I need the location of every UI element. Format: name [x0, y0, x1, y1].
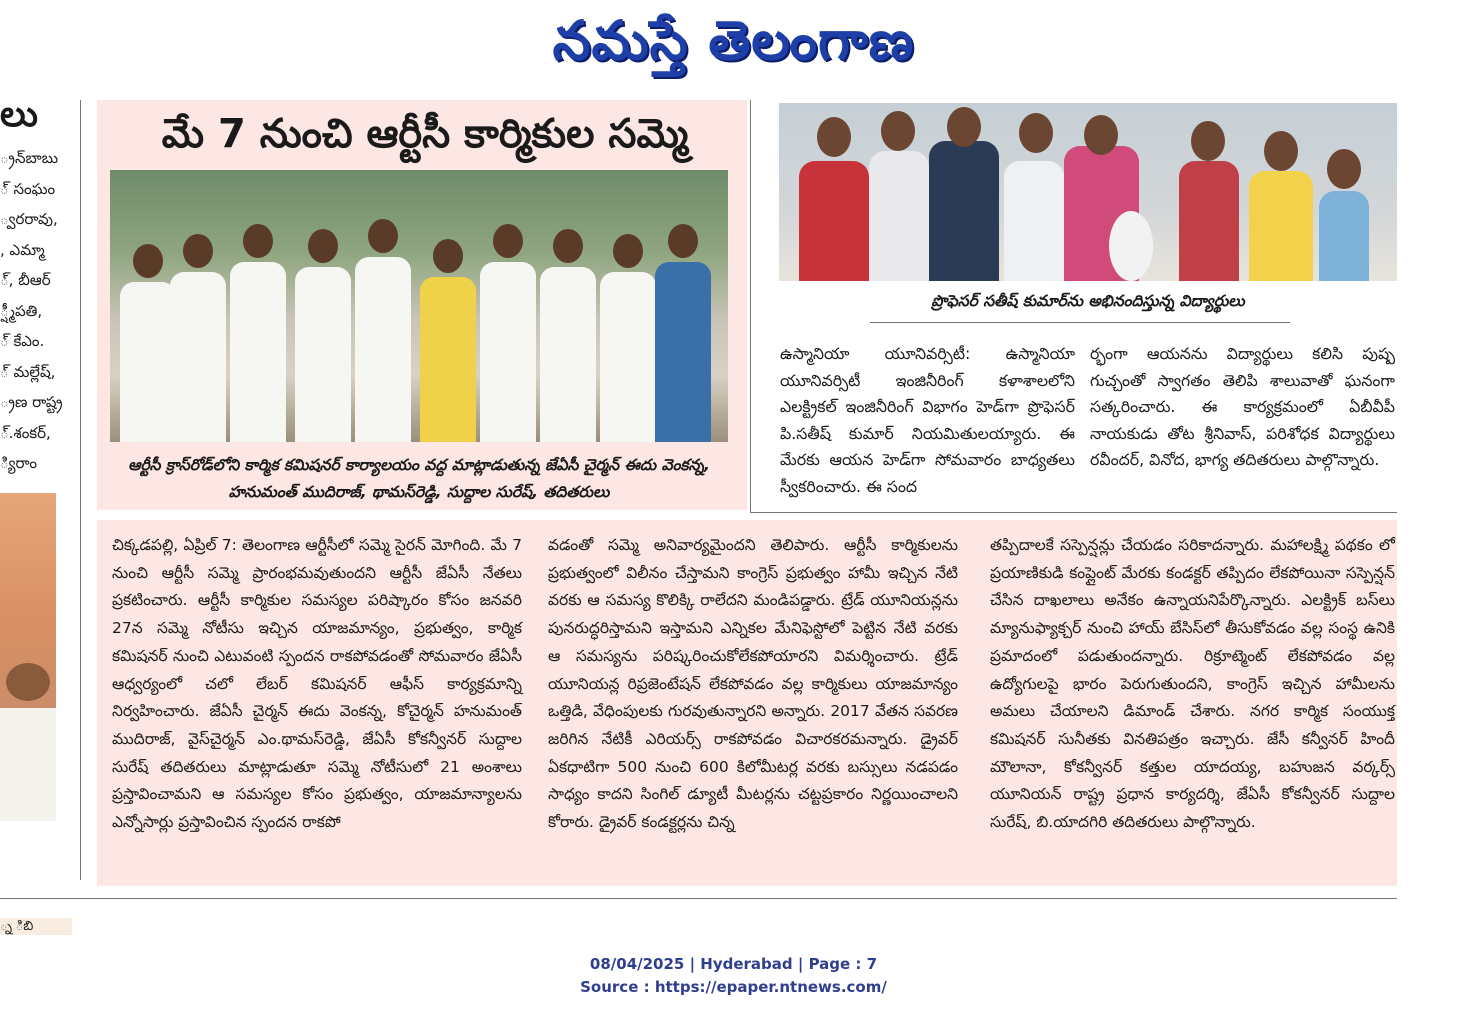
photo-face-shape — [6, 663, 50, 701]
page-bottom-rule — [0, 898, 1397, 899]
article2-paragraph: ఉస్మానియా యూనివర్సిటీ: ఉస్మానియా యూనివర్సిటీ ఇంజినీరింగ్ కళాశాలలోని ఎలక్ట్రికల్ ఇంజినీరింగ్ విభాగం హెడ్‌గా ప్రొఫెసర్ పి.సతీష్ కుమార్ నియమితులయ్యారు. ఈ మేరకు ఆయన హెడ్‌గా సోమవారం బాధ్యతలు స్వీకరించారు. ఈ సంద — [780, 344, 1075, 496]
photo-person — [655, 224, 711, 442]
left-strip-bottom-text: ్న ిబి — [0, 918, 72, 935]
left-strip-line: ్.శంకర్, — [0, 423, 51, 442]
left-strip-line: ్రన్‌బాబు — [0, 149, 59, 167]
article1-paragraph: వడంతో సమ్మె అనివార్యమైందని తెలిపారు. ఆర్టీసీ కార్మికులను ప్రభుత్వంలో విలీనం చేస్తామని కాంగ్రెస్ ప్రభుత్వం హామీ ఇచ్చిన నేటి వరకు ఆ సమస్య కొలిక్కి రాలేదని మండిపడ్డారు. ట్రేడ్ యూనియన్లను పునరుద్ధరిస్తామని ఇస్తామని ఎన్నికల మేనిఫెస్టోలో పెట్టిన నేటి వరకు ఆ సమస్యను పరిష్కరించుకోలేకపోయారని విమర్శించారు. ట్రేడ్ యూనియన్ల రిప్రజెంటేషన్ లేకపోవడం వల్ల కార్మికులు యాజమాన్యం ఒత్తిడి, వేధింపులకు గురవుతున్నారని అన్నారు. 2017 వేతన సవరణ జరిగిన నేటికీ ఎరియర్స్ రాకపోవడం విచారకరమన్నారు. డ్రైవర్ ఏకధాటిగా 500 నుంచి 600 కిలోమీటర్ల వరకు బస్సులు నడపడం సాధ్యం కాదని సింగిల్ డ్యూటీ మీటర్లను చట్టప్రకారం నిర్ణయించాలని కోరారు. డ్రైవర్ కండక్టర్లను చిన్న — [548, 536, 958, 832]
left-strip-line: , ఎమ్మా — [0, 240, 45, 259]
left-column-strip — [0, 95, 78, 935]
photo-person — [120, 244, 176, 442]
photo-person — [230, 224, 286, 442]
article1-column-3 — [990, 532, 1395, 837]
article1-paragraph: చిక్కడపల్లి, ఏప్రిల్ 7: తెలంగాణ ఆర్టీసీలో సమ్మె సైరన్ మోగింది. మే 7 నుంచి ఆర్టీసీ సమ్మె ప్రారంభమవుతుందని ఆర్టీసీ జేఏసీ నేతలు ప్రకటించారు. ఆర్టీసీ కార్మికుల సమస్యల పరిష్కారం కోసం జనవరి 27న సమ్మె నోటీసు ఇచ్చిన యాజమాన్యం, ప్రభుత్వం, కార్మిక కమిషనర్ నుంచి ఎటువంటి స్పందన రాకపోవడంతో సోమవారం జేఏసీ ఆధ్వర్యంలో చలో లేబర్ కమిషనర్ ఆఫీస్ కార్యక్రమాన్ని నిర్వహించారు. జేఏసీ చైర్మన్ ఈదు వెంకన్న, కోచైర్మన్ హనుమంత్ ముదిరాజ్, వైస్‌చైర్మన్ ఎం.థామస్‌రెడ్డి, జేఏసీ కోకన్వీనర్ సుద్దాల సురేష్ తదితరులు మాట్లాడుతూ సమ్మె నోటీసులో 21 అంశాలు ప్రస్తావించామని ఆ సమస్యల కోసం ప్రభుత్వం, యాజమాన్యాలను ఎన్నోసార్లు ప్రస్తావించిన స్పందన రాకపో — [112, 536, 522, 832]
masthead-title: నమస్తే తెలంగాణ — [552, 8, 915, 72]
article-headline: మే 7 నుంచి ఆర్టీసీ కార్మికుల సమ్మె — [161, 111, 689, 157]
photo-shirt-shape — [0, 708, 56, 821]
left-strip-line: ్, బీఆర్ — [0, 271, 51, 289]
footer-source-link[interactable]: Source : https://epaper.ntnews.com/ — [580, 978, 887, 996]
left-strip-line: ్ సంఘం — [0, 179, 56, 198]
left-strip-text — [0, 143, 78, 479]
article1-column-1 — [112, 532, 522, 837]
left-strip-line: ్వరరావు, — [0, 210, 58, 228]
article-photo-caption-2: ప్రొఫెసర్ సతీష్ కుమార్‌ను అభినందిస్తున్న విద్యార్థులు — [931, 292, 1245, 310]
column-rule — [750, 100, 751, 512]
article-photo-protest — [110, 170, 728, 442]
photo-person — [600, 234, 656, 442]
photo-person — [355, 219, 411, 442]
section-rule — [750, 512, 1397, 513]
column-rule — [80, 100, 81, 880]
left-strip-line: ్యిరాం — [0, 454, 38, 472]
article2-column-1 — [780, 341, 1075, 500]
left-strip-line: ్ కేఎం. — [0, 332, 45, 350]
article2-paragraph: ర్భంగా ఆయనను విద్యార్థులు కలిసి పుష్ప గుచ్చంతో స్వాగతం తెలిపి శాలువాతో ఘనంగా సత్కరించారు. ఈ కార్యక్రమంలో ఏబీవీపీ నాయకుడు తోట శ్రీనివాస్, పరిశోధక విద్యార్థులు రవీందర్, వినోద, భాగ్య తదితరులు పాల్గొన్నారు. — [1090, 344, 1395, 469]
article1-column-2 — [548, 532, 958, 837]
left-strip-line: ్ మల్లేష్, — [0, 362, 56, 381]
photo-person — [420, 239, 476, 442]
left-strip-line: ్ష్మీపతి, — [0, 301, 43, 320]
photo-person — [170, 234, 226, 442]
footer-date-edition: 08/04/2025 | Hyderabad | Page : 7 — [589, 955, 878, 973]
photo-person — [540, 229, 596, 442]
article2-column-2 — [1090, 341, 1395, 474]
photo-person — [295, 229, 351, 442]
caption-underline — [870, 322, 1290, 323]
article1-paragraph: తప్పిదాలకే సస్పెన్షన్లు చేయడం సరికాదన్నారు. మహాలక్ష్మి పథకం లో ప్రయాణికుడి కంప్లైంట్ మేరకు కండక్టర్ తప్పిదం లేకపోయినా సస్పెన్షన్ చేసిన దాఖలాలు అనేకం ఉన్నాయనిపేర్కొన్నారు. ఎలక్ట్రిక్ బస్‌లు మ్యానుఫ్యాక్చర్ నుంచి హాయ్ బేసిస్‌లో తీసుకోవడం వల్ల సంస్థ ఉనికి ప్రమాదంలో పడుతుందన్నారు. రిక్రూట్మెంట్ లేకపోవడం వల్ల ఉద్యోగులపై భారం పెరుగుతుందని, కాంగ్రెస్ ఇచ్చిన హామీలను అమలు చేయాలని డిమాండ్ చేశారు. నగర కార్మిక సంయుక్త కమిషనర్ సునీతకు వినతిపత్రం ఇచ్చారు. జేసీ కన్వీనర్ హిందీ మౌలానా, కోకన్వీనర్ కత్తుల యాదయ్య, బహుజన వర్కర్స్ యూనియన్ రాష్ట్ర ప్రధాన కార్యదర్శి, జేఏసీ కోకన్వీనర్ సుద్దాల సురేష్, బి.యాదగిరి తదితరులు పాల్గొన్నారు. — [990, 536, 1395, 832]
left-strip-headline: లు — [0, 95, 38, 135]
photo-person — [480, 224, 536, 442]
left-strip-line: ్రణ రాష్ట్ర — [0, 393, 63, 411]
left-strip-photo — [0, 493, 56, 821]
article-photo-caption: ఆర్టీసీ క్రాస్‌రోడ్‌లోని కార్మిక కమిషనర్ కార్యాలయం వద్ద మాట్లాడుతున్న జేఏసీ చైర్మన్ ఈదు వెంకన్న, హనుమంత్ ముదిరాజ్, థామస్‌రెడ్డి, సుద్దాల సురేష్, తదితరులు — [128, 456, 710, 501]
article-photo-students — [779, 103, 1397, 281]
